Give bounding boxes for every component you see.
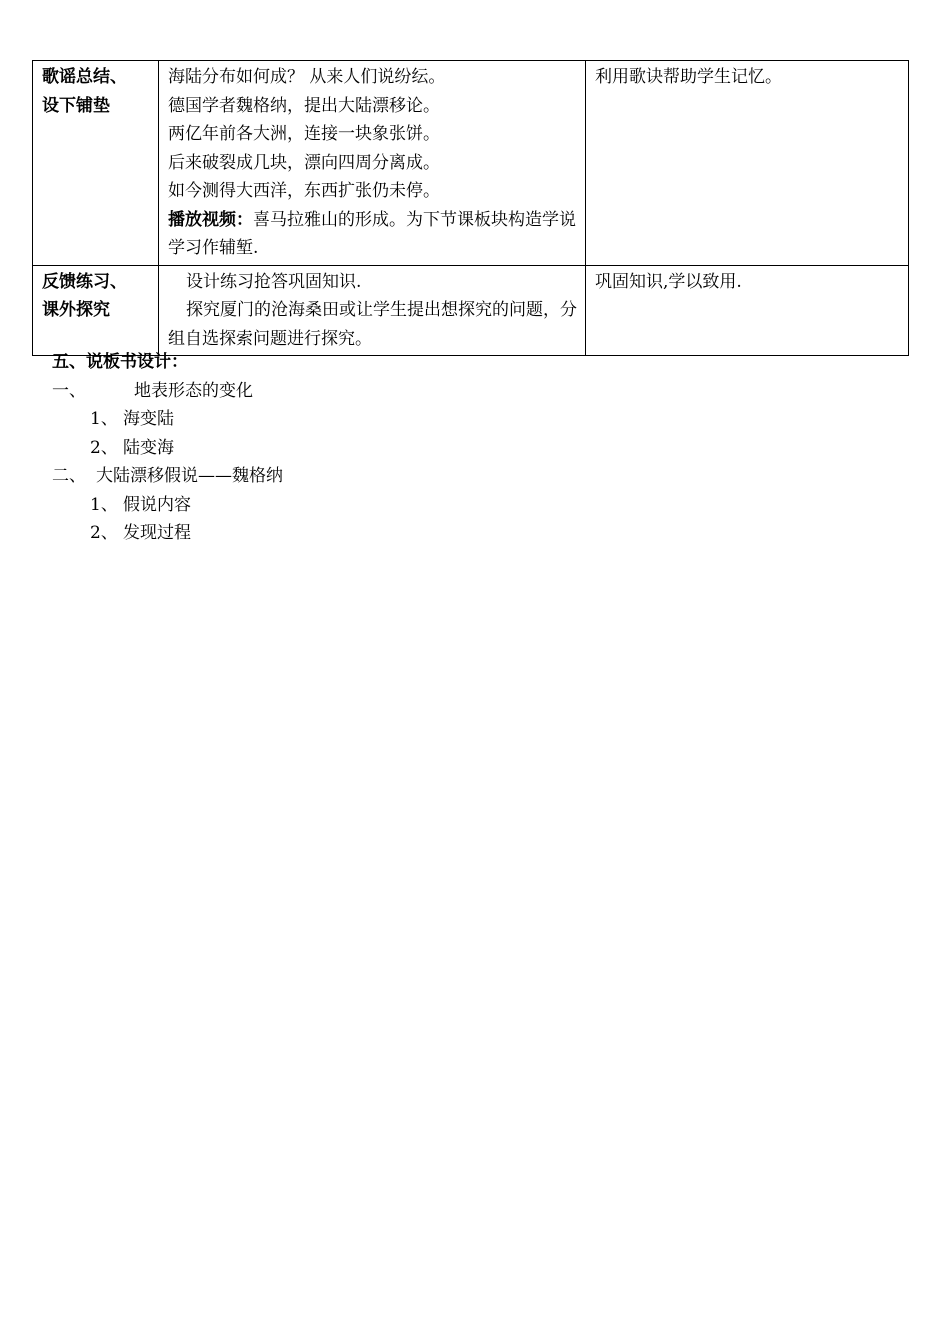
stage-line: 歌谣总结、 bbox=[42, 67, 127, 87]
section-heading: 五、说板书设计： bbox=[52, 352, 188, 372]
stage-line: 设下铺垫 bbox=[42, 95, 110, 116]
purpose-text: 利用歌诀帮助学生记忆。 bbox=[595, 67, 782, 87]
outline-number: 2、 bbox=[90, 437, 118, 458]
stage-cell bbox=[33, 61, 159, 266]
outline-level-2 bbox=[52, 434, 283, 463]
outline-number: 一、 bbox=[52, 380, 86, 401]
content-cell bbox=[159, 265, 586, 356]
board-design bbox=[52, 348, 283, 548]
ballad-line: 两亿年前各大洲，连接一块象张饼。 bbox=[168, 124, 440, 144]
outline-text: 地表形态的变化 bbox=[134, 380, 253, 401]
outline-text: 陆变海 bbox=[123, 437, 174, 458]
outline-level-2 bbox=[52, 519, 283, 548]
stage-cell bbox=[33, 265, 159, 356]
ballad-line: 海陆分布如何成？ 从来人们说纷纭。 bbox=[168, 67, 446, 87]
outline-text: 假说内容 bbox=[123, 494, 191, 515]
outline-number: 2、 bbox=[90, 523, 118, 543]
practice-paragraph: 设计练习抢答巩固知识. bbox=[186, 271, 362, 292]
table-row bbox=[33, 265, 909, 356]
outline-text: 发现过程 bbox=[123, 523, 191, 543]
video-text: 喜马拉雅山的形成。为下节课板块构造学说学习作辅堑. bbox=[168, 209, 576, 258]
outline-text: 大陆漂移假说——魏格纳 bbox=[96, 466, 283, 486]
ballad-line: 德国学者魏格纳，提出大陆漂移论。 bbox=[168, 95, 440, 116]
outline-number: 1、 bbox=[90, 409, 118, 429]
table-row bbox=[33, 61, 909, 266]
purpose-text: 巩固知识,学以致用. bbox=[595, 271, 742, 292]
explore-paragraph: 探究厦门的沧海桑田或让学生提出想探究的问题，分组自选探索问题进行探究。 bbox=[168, 300, 577, 349]
content-cell bbox=[159, 61, 586, 266]
video-paragraph bbox=[168, 206, 577, 263]
ballad-line: 如今测得大西洋，东西扩张仍未停。 bbox=[168, 181, 440, 201]
purpose-cell bbox=[586, 61, 909, 266]
video-label: 播放视频： bbox=[168, 209, 253, 230]
lesson-table bbox=[32, 60, 909, 356]
stage-line: 反馈练习、 bbox=[42, 271, 127, 292]
outline-level-1 bbox=[52, 377, 283, 406]
stage-line: 课外探究 bbox=[42, 300, 110, 320]
purpose-cell bbox=[586, 265, 909, 356]
outline-level-1 bbox=[52, 462, 283, 491]
ballad-line: 后来破裂成几块，漂向四周分离成。 bbox=[168, 152, 440, 173]
outline-number: 1、 bbox=[90, 494, 118, 515]
outline-level-2 bbox=[52, 405, 283, 434]
outline-number: 二、 bbox=[52, 466, 86, 486]
outline-text: 海变陆 bbox=[123, 409, 174, 429]
outline-level-2 bbox=[52, 491, 283, 520]
